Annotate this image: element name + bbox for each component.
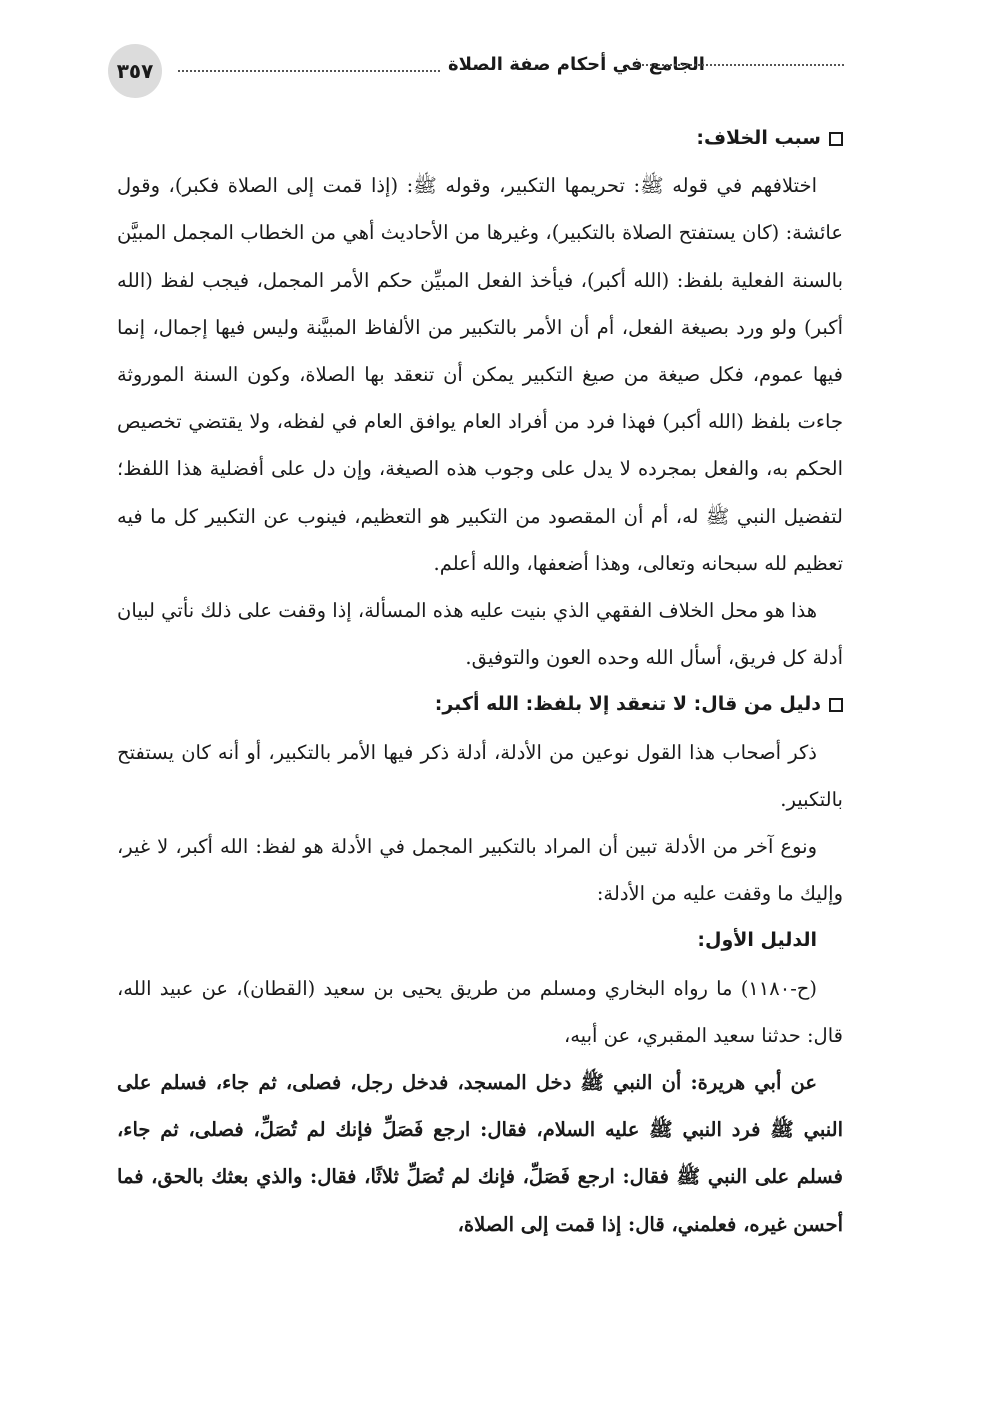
paragraph-cause: اختلافهم في قوله ﷺ: تحريمها التكبير، وقوله ﷺ: (إذا قمت إلى الصلاة فكبر)، وقول عائشة: (كان يستفتح الصلاة بالتكبير)، وغيرها من الأحاديث أهي من الخطاب المجمل المبيَّن بالسنة الفعلية بلفظ: (الله أكبر)، فيأخذ الفعل المبيِّن حكم الأمر المجمل، فيجب لفظ (الله أكبر) ولو ورد بصيغة الفعل، أم أن الأمر بالتكبير من الألفاظ المبيَّنة وليس فيها إجمال، إنما فيها عموم، فكل صيغة من صيغ التكبير يمكن أن تنعقد بها الصلاة، وكون السنة الموروثة جاءت بلفظ (الله أكبر) فهذا فرد من أفراد العام يوافق العام في لفظه، ولا يقتضي تخصيص الحكم به، والفعل بمجرده لا يدل على وجوب هذه الصيغة، وإن دل على أفضلية هذا اللفظ؛ لتفضيل النبي ﷺ له، أم أن المقصود من التكبير هو التعظيم، فينوب عن التكبير كل ما فيه تعظيم لله سبحانه وتعالى، وهذا أضعفها، والله أعلم. — [117, 174, 843, 575]
paragraph-summary: هذا هو محل الخلاف الفقهي الذي بنيت عليه هذه المسألة، إذا وقفت على ذلك نأتي لبيان أدلة كل فريق، أسأل الله وحده العون والتوفيق. — [117, 599, 843, 670]
paragraph-evidence-other: ونوع آخر من الأدلة تبين أن المراد بالتكبير المجمل في الأدلة هو لفظ: الله أكبر، لا غير، وإليك ما وقفت عليه من الأدلة: — [117, 835, 843, 906]
paragraph-hadith-chain: (ح-١١٨٠) ما رواه البخاري ومسلم من طريق يحيى بن سعيد (القطان)، عن عبيد الله، قال: حدثنا سعيد المقبري، عن أبيه، — [117, 976, 843, 1047]
paragraph-hadith-text: عن أبي هريرة: أن النبي ﷺ دخل المسجد، فدخل رجل، فصلى، ثم جاء، فسلم على النبي ﷺ فرد النبي ﷺ عليه السلام، فقال: ارجع فَصَلِّ فإنك لم تُصَلِّ، فصلى، ثم جاء، فسلم على النبي ﷺ فقال: ارجع فَصَلِّ، فإنك لم تُصَلِّ ثلاثًا، فقال: والذي بعثك بالحق، فما أحسن غيره، فعلمني، قال: إذا قمت إلى الصلاة، — [117, 1071, 843, 1236]
heading-text: سبب الخلاف: — [696, 127, 821, 149]
section-heading-evidence — [117, 681, 843, 728]
page-header — [108, 44, 844, 104]
running-title: الجامع في أحكام صفة الصلاة — [448, 54, 705, 75]
heading-text: دليل من قال: لا تنعقد إلا بلفظ: الله أكبر: — [434, 693, 821, 716]
header-dotted-rule-right — [634, 64, 844, 66]
header-dotted-rule-left — [178, 70, 440, 72]
square-bullet-icon — [829, 698, 843, 712]
page-number: ٣٥٧ — [116, 59, 154, 83]
section-heading-cause — [117, 115, 843, 162]
paragraph-evidence-types: ذكر أصحاب هذا القول نوعين من الأدلة، أدلة ذكر فيها الأمر بالتكبير، أو أنه كان يستفتح بالتكبير. — [117, 740, 843, 811]
body-text — [117, 115, 843, 1248]
subheading-first-evidence: الدليل الأول: — [697, 929, 817, 952]
page-number-badge — [108, 44, 162, 98]
square-bullet-icon — [829, 132, 843, 146]
